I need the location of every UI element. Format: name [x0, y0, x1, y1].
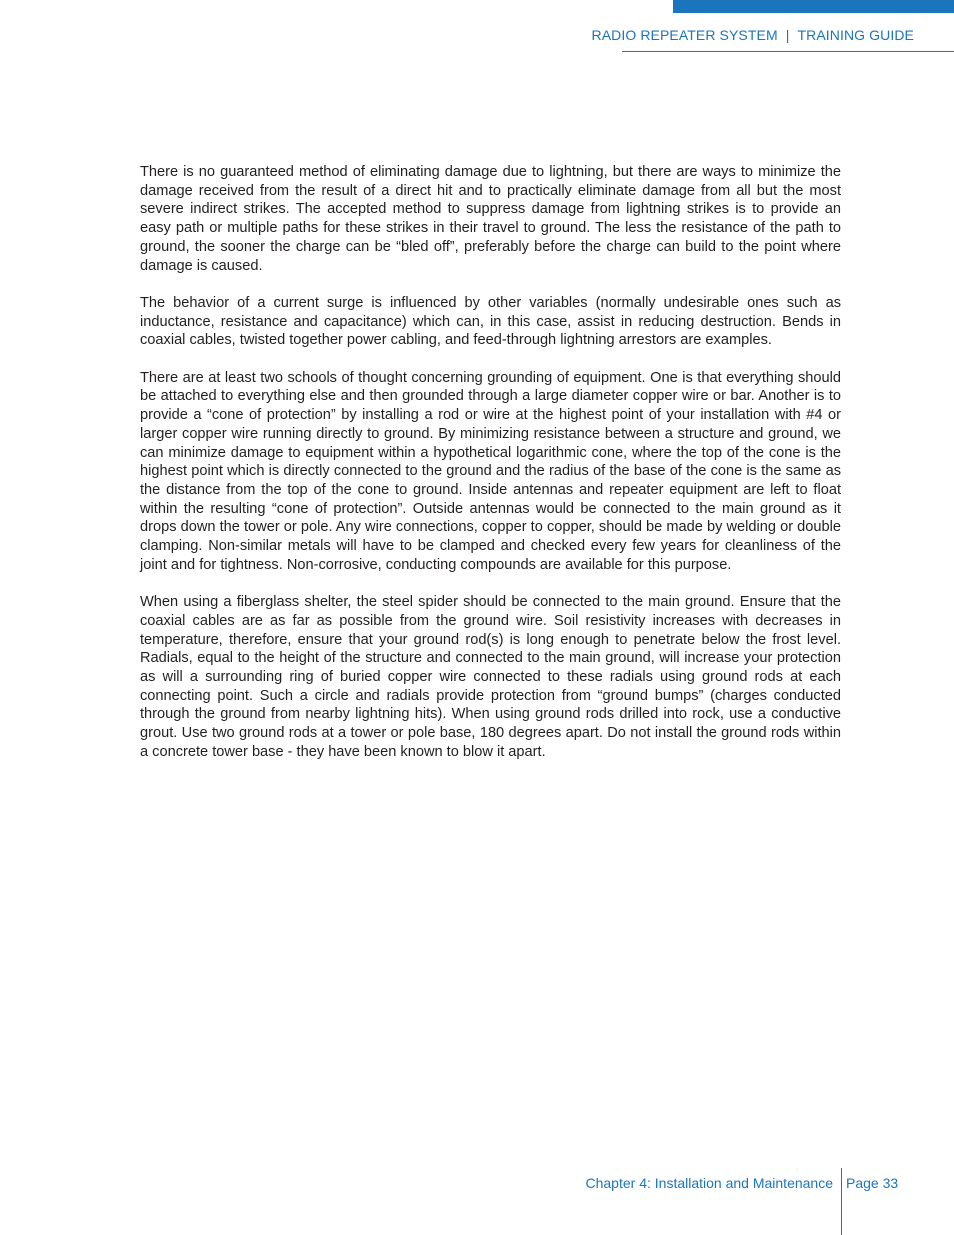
running-header [560, 27, 914, 43]
paragraph-current-surge: The behavior of a current surge is influenced by other variables (normally undesirable ones such as inductance, resistance and capacitance) which can, in this case, assist in reducing destruction. Bends in coaxial cables, twisted together power cabling, and feed-through lightning arrestors are examples. [140, 294, 841, 349]
paragraph-fiberglass-shelter: When using a fiberglass shelter, the steel spider should be connected to the main ground. Ensure that the coaxial cables are as far as possible from the ground wire. Soil resistivity increases with decreases in temperature, therefore, ensure that your ground rod(s) is long enough to penetrate below the frost level. Radials, equal to the height of the structure and connected to the main ground, will increase your protection as will a surrounding ring of buried copper wire connected to these radials using ground rods at each connecting point. Such a circle and radials provide protection from “ground bumps” (charges conducted through the ground from nearby lightning hits). When using ground rods drilled into rock, use a conductive grout. Use two ground rods at a tower or pole base, 180 degrees apart. Do not install the ground rods within a concrete tower base - they have been known to blow it apart. [140, 594, 841, 760]
header-subtitle: TRAINING GUIDE [797, 27, 914, 43]
footer-chapter: Chapter 4: Installation and Maintenance [585, 1175, 833, 1191]
body-text [140, 163, 841, 780]
footer-rule [841, 1168, 842, 1235]
paragraph-grounding-schools: There are at least two schools of thought concerning grounding of equipment. One is that everything should be attached to everything else and then grounded through a large diameter copper wire or bar. Another is to provide a “cone of protection” by installing a rod or wire at the highest point of your installation with #4 or larger copper wire running directly to ground. By minimizing resistance between a structure and ground, we can minimize damage to equipment within a hypothetical logarithmic cone, where the top of the cone is the highest point which is directly connected to the ground and the radius of the base of the cone is the same as the distance from the top of the cone to ground. Inside antennas and repeater equipment are left to float within the resulting “cone of protection”. Outside antennas would be connected to the main ground as it drops down the tower or pole. Any wire connections, copper to copper, should be made by welding or double clamping. Non-similar metals will have to be clamped and checked every few years for cleanliness of the joint and for tightness. Non-corrosive, conducting compounds are available for this purpose. [140, 369, 841, 573]
header-rule [622, 51, 954, 52]
paragraph-lightning-damage: There is no guaranteed method of eliminating damage due to lightning, but there are ways to minimize the damage received from the result of a direct hit and to practically eliminate damage from all but the most severe indirect strikes. The accepted method to suppress damage from lightning strikes is to provide an easy path or multiple paths for these strikes in their travel to ground. The less the resistance of the path to ground, the sooner the charge can be “bled off”, preferably before the charge can build to the point where damage is caused. [140, 164, 841, 274]
header-title: RADIO REPEATER SYSTEM [591, 27, 778, 43]
page-number: Page 33 [846, 1175, 899, 1191]
header-separator: | [785, 27, 790, 43]
header-accent-bar [673, 0, 954, 13]
